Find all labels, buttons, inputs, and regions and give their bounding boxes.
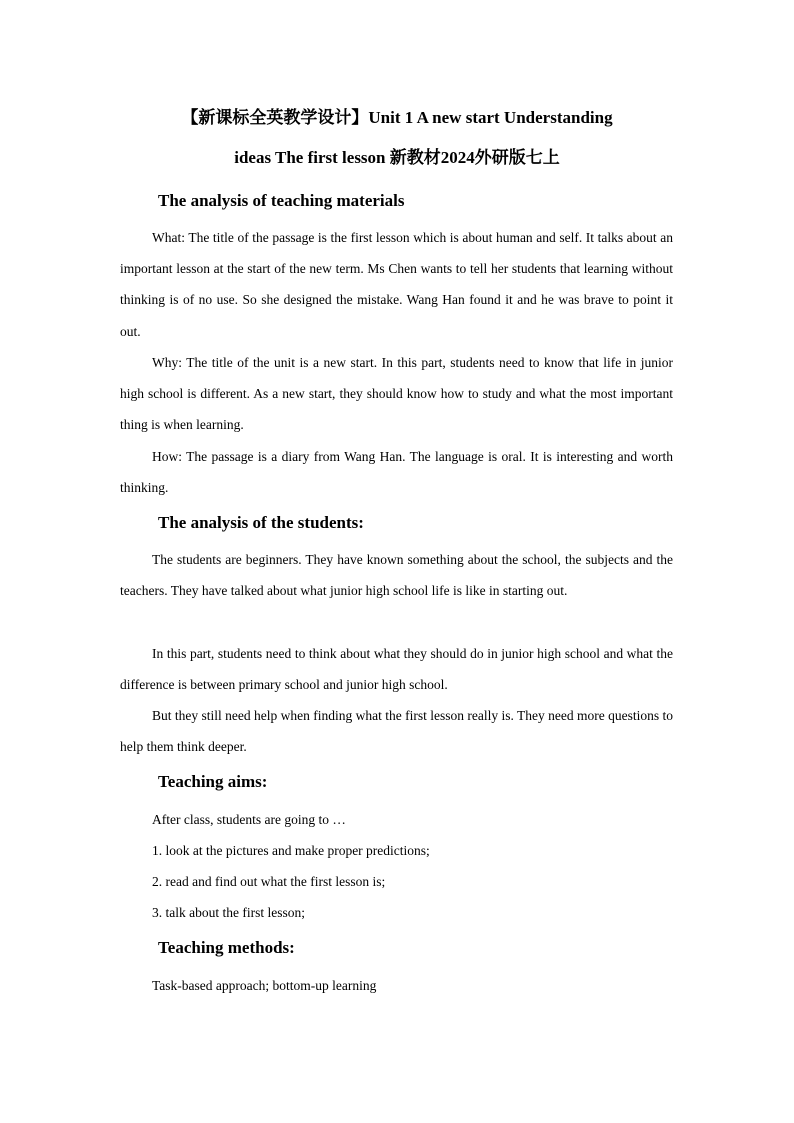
paragraph-why: Why: The title of the unit is a new start. In this part, students need to know that life in junior high school is different. As a new start, they should know how to study and what the most important thing is when learning. [120,355,673,433]
aims-item: 1. look at the pictures and make proper predictions; [152,843,430,858]
document-title-line-2: ideas The first lesson 新教材2024外研版七上 [234,148,560,167]
paragraph-students-2: In this part, students need to think about what they should do in junior high school and what the difference is between primary school and junior high school. [120,646,673,693]
aims-item: 3. talk about the first lesson; [152,905,305,920]
paragraph-how: How: The passage is a diary from Wang Han. The language is oral. It is interesting and worth thinking. [120,449,673,496]
paragraph-students-3: But they still need help when finding what the first lesson really is. They need more questions to help them think deeper. [120,708,673,755]
section-heading-students: The analysis of the students: [158,513,364,532]
section-heading-methods: Teaching methods: [158,938,295,957]
paragraph-students-1: The students are beginners. They have known something about the school, the subjects and the teachers. They have talked about what junior high school life is like in starting out. [120,552,673,599]
paragraph-what: What: The title of the passage is the first lesson which is about human and self. It talks about an important lesson at the start of the new term. Ms Chen wants to tell her students that learning without thinking is of no use. So she designed the mistake. Wang Han found it and he was brave to point it out. [120,230,673,339]
aims-intro: After class, students are going to … [152,812,346,827]
methods-text: Task-based approach; bottom-up learning [152,978,377,993]
section-heading-aims: Teaching aims: [158,772,268,791]
document-title-line-1: 【新课标全英教学设计】Unit 1 A new start Understanding [181,108,613,127]
section-heading-materials: The analysis of teaching materials [158,191,405,210]
aims-item: 2. read and find out what the first lesson is; [152,874,386,889]
